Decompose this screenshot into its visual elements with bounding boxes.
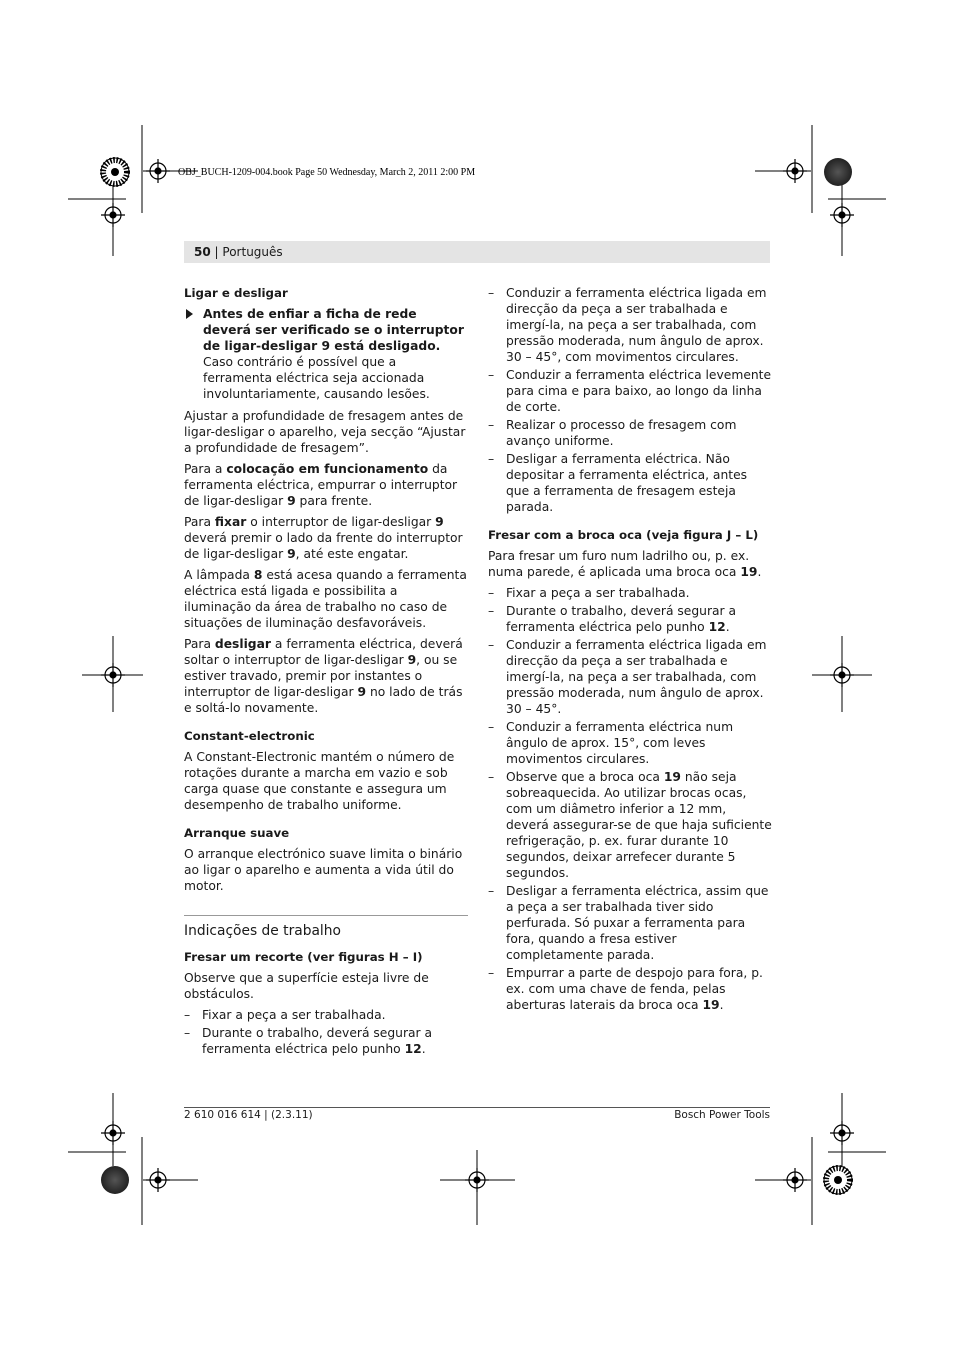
list-item: – Fixar a peça a ser trabalhada. (184, 1007, 468, 1023)
header-language: Português (222, 245, 283, 259)
heading-arranque-suave: Arranque suave (184, 826, 290, 840)
paragraph-lampada: A lâmpada 8 está acesa quando a ferramenta eléctrica está ligada e possibilita a iluminação da área de trabalho no caso de situações de iluminação desfavoráveis. (184, 568, 467, 630)
section-heading-indicacoes: Indicações de trabalho (184, 915, 468, 939)
heading-broca-oca: Fresar com a broca oca (veja figura J – L) (488, 528, 759, 542)
left-column (184, 285, 468, 1062)
paragraph-constant: A Constant-Electronic mantém o número de rotações durante a marcha em vazio e sob carga quase que constante e assegura um desempenho de trabalho uniforme. (184, 750, 455, 812)
page-header (184, 241, 770, 263)
list-item: – Conduzir a ferramenta eléctrica levemente para cima e para baixo, ao longo da linha de corte. (488, 367, 772, 415)
list-item: – Durante o trabalho, deverá segurar a ferramenta eléctrica pelo punho 12. (184, 1025, 468, 1057)
paragraph-broca: Para fresar um furo num ladrilho ou, p. ex. numa parede, é aplicada uma broca oca 19. (488, 549, 762, 579)
list-item: – Fixar a peça a ser trabalhada. (488, 585, 772, 601)
footer-brand: Bosch Power Tools (674, 1109, 770, 1121)
steps-list-recorte (184, 1007, 468, 1057)
footer-doc-number: 2 610 016 614 | (2.3.11) (184, 1109, 313, 1121)
header-separator: | (214, 245, 219, 259)
heading-fresar-recorte: Fresar um recorte (ver figuras H – I) (184, 950, 423, 964)
paragraph-ajustar: Ajustar a profundidade de fresagem antes de ligar-desligar o aparelho, veja secção “Ajustar a profundidade de fresagem”. (184, 409, 466, 455)
list-item: – Conduzir a ferramenta eléctrica ligada em direcção da peça a ser trabalhada e imergí-la, na peça a ser trabalhada, com pressão moderada, num ângulo de aprox. 30 – 45°. (488, 637, 772, 717)
list-item: – Desligar a ferramenta eléctrica. Não depositar a ferramenta eléctrica, antes que a ferramenta de fresagem esteja parada. (488, 451, 772, 515)
page-number: 50 (194, 245, 211, 259)
list-item: – Desligar a ferramenta eléctrica, assim que a peça a ser trabalhada tiver sido perfurada. Só puxar a ferramenta para fora, quando a fresa estiver completamente parada. (488, 883, 772, 963)
steps-list-recorte-cont (488, 285, 772, 515)
footer-rule (184, 1107, 770, 1108)
paragraph-desligar: Para desligar a ferramenta eléctrica, deverá soltar o interruptor de ligar-desligar 9, ou se estiver travado, premir por instantes o interruptor de ligar-desligar 9 no lado de trás e soltá-lo novamente. (184, 637, 463, 715)
list-item: – Conduzir a ferramenta eléctrica ligada em direcção da peça a ser trabalhada e imergí-la, na peça a ser trabalhada, com pressão moderada, num ângulo de aprox. 30 – 45°, com movimentos circulares. (488, 285, 772, 365)
safety-warning: Antes de enfiar a ficha de rede deverá ser verificado se o interruptor de ligar-desligar 9 está desligado. Caso contrário é possível que a ferramenta eléctrica seja accionada involuntariamente, causando lesões. (184, 306, 468, 402)
list-item: – Realizar o processo de fresagem com avanço uniforme. (488, 417, 772, 449)
list-item: – Durante o trabalho, deverá segurar a ferramenta eléctrica pelo punho 12. (488, 603, 772, 635)
paragraph-colocacao: Para a colocação em funcionamento da ferramenta eléctrica, empurrar o interruptor de ligar-desligar 9 para frente. (184, 462, 458, 508)
list-item: – Conduzir a ferramenta eléctrica num ângulo de aprox. 15°, com leves movimentos circulares. (488, 719, 772, 767)
list-item: – Empurrar a parte de despojo para fora, p. ex. com uma chave de fenda, pelas aberturas laterais da broca oca 19. (488, 965, 772, 1013)
warning-arrow-icon (186, 309, 193, 319)
list-item: – Observe que a broca oca 19 não seja sobreaquecida. Ao utilizar brocas ocas, com um diâmetro inferior a 12 mm, deverá assegurar-se de que haja suficiente refrigeração, p. ex. furar durante 10 segundos, deixar arrefecer durante 5 segundos. (488, 769, 772, 881)
print-info: OBJ_BUCH-1209-004.book Page 50 Wednesday, March 2, 2011 2:00 PM (178, 167, 476, 178)
paragraph-fixar: Para fixar o interruptor de ligar-desligar 9 deverá premir o lado da frente do interruptor de ligar-desligar 9, até este engatar. (184, 515, 463, 561)
paragraph-arranque: O arranque electrónico suave limita o binário ao ligar o aparelho e aumenta a vida útil do motor. (184, 847, 463, 893)
heading-ligar-desligar: Ligar e desligar (184, 286, 288, 300)
right-column (488, 285, 772, 1018)
steps-list-broca (488, 585, 772, 1013)
heading-constant-electronic: Constant-electronic (184, 729, 315, 743)
paragraph-observe-superficie: Observe que a superfície esteja livre de obstáculos. (184, 971, 429, 1001)
